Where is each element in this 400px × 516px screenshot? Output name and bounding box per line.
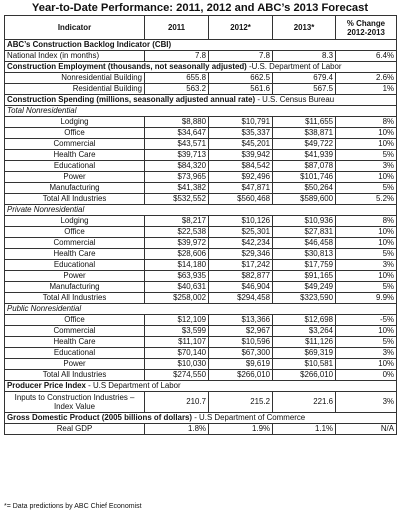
table-row	[5, 150, 397, 161]
pct-change: 5%	[336, 337, 397, 348]
value-2012: $47,871	[209, 183, 273, 194]
table-row	[5, 172, 397, 183]
pct-change: 3%	[336, 260, 397, 271]
value-2012: $42,234	[209, 238, 273, 249]
value-2012: $9,619	[209, 359, 273, 370]
pct-change: 10%	[336, 326, 397, 337]
row-label: Real GDP	[5, 424, 145, 435]
header-2011: 2011	[145, 16, 209, 40]
subsection-total-nonresidential	[5, 106, 397, 117]
section-ppi-source: - U.S Department of Labor	[85, 381, 181, 390]
table-row	[5, 73, 397, 84]
pct-change: 10%	[336, 227, 397, 238]
row-label: Health Care	[5, 150, 145, 161]
row-label: Power	[5, 172, 145, 183]
value-2012: $13,366	[209, 315, 273, 326]
value-2012: $45,201	[209, 139, 273, 150]
section-gdp-source: - U.S Department of Commerce	[192, 413, 306, 422]
value-2013: $38,871	[273, 128, 336, 139]
value-2011: 563.2	[145, 84, 209, 95]
row-label: Total All Industries	[5, 293, 145, 304]
value-2012: $82,877	[209, 271, 273, 282]
row-label: Educational	[5, 260, 145, 271]
value-2012: 561.6	[209, 84, 273, 95]
value-2012: $560,468	[209, 194, 273, 205]
value-2011: $34,647	[145, 128, 209, 139]
pct-change: 6.4%	[336, 51, 397, 62]
value-2013: 679.4	[273, 73, 336, 84]
table-row	[5, 183, 397, 194]
pct-change: 5.2%	[336, 194, 397, 205]
subsection-public-nonresidential	[5, 304, 397, 315]
row-label: Lodging	[5, 216, 145, 227]
table-row	[5, 161, 397, 172]
pct-change: 10%	[336, 271, 397, 282]
header-2013: 2013*	[273, 16, 336, 40]
value-2013: $17,759	[273, 260, 336, 271]
table-row	[5, 348, 397, 359]
value-2013: $10,936	[273, 216, 336, 227]
value-2011: $14,180	[145, 260, 209, 271]
pct-change: 5%	[336, 183, 397, 194]
table-row	[5, 293, 397, 304]
section-employment-source: -U.S. Department of Labor	[246, 62, 342, 71]
pct-change: 3%	[336, 348, 397, 359]
table-row	[5, 271, 397, 282]
value-2011: $22,538	[145, 227, 209, 238]
table-row	[5, 359, 397, 370]
section-cbi-cell	[5, 40, 397, 51]
table-row	[5, 227, 397, 238]
pct-change: 10%	[336, 238, 397, 249]
header-pct-line1: % Change	[346, 18, 386, 28]
table-row	[5, 315, 397, 326]
header-indicator: Indicator	[5, 16, 145, 40]
value-2011: 1.8%	[145, 424, 209, 435]
value-2013: 221.6	[273, 392, 336, 413]
value-2011: $84,320	[145, 161, 209, 172]
value-2012: 662.5	[209, 73, 273, 84]
value-2012: 7.8	[209, 51, 273, 62]
section-employment	[5, 62, 397, 73]
value-2011: $274,550	[145, 370, 209, 381]
pct-change: 3%	[336, 161, 397, 172]
section-gdp-heading: Gross Domestic Product (2005 billions of dollars)	[7, 413, 193, 422]
value-2012: $29,346	[209, 249, 273, 260]
value-2012: $294,458	[209, 293, 273, 304]
header-pct-line2: 2012-2013	[347, 27, 385, 37]
value-2012: $2,967	[209, 326, 273, 337]
row-label: Office	[5, 128, 145, 139]
section-gdp	[5, 413, 397, 424]
section-spending	[5, 95, 397, 106]
value-2011: $28,606	[145, 249, 209, 260]
table-row	[5, 337, 397, 348]
section-employment-cell	[5, 62, 397, 73]
section-gdp-cell	[5, 413, 397, 424]
pct-change: 5%	[336, 282, 397, 293]
value-2013: $87,078	[273, 161, 336, 172]
section-employment-heading: Construction Employment (thousands, not seasonally adjusted)	[7, 62, 247, 71]
pct-change: 0%	[336, 370, 397, 381]
value-2013: $27,831	[273, 227, 336, 238]
value-2013: $41,939	[273, 150, 336, 161]
row-label: Lodging	[5, 117, 145, 128]
footnote: *= Data predictions by ABC Chief Economist	[4, 503, 142, 510]
value-2011: $12,109	[145, 315, 209, 326]
value-2011: $3,599	[145, 326, 209, 337]
row-label: Nonresidential Building	[5, 73, 145, 84]
row-label: Power	[5, 271, 145, 282]
value-2011: $40,631	[145, 282, 209, 293]
value-2012: $84,542	[209, 161, 273, 172]
table-row	[5, 117, 397, 128]
value-2013: $11,126	[273, 337, 336, 348]
pct-change: 8%	[336, 117, 397, 128]
row-label: Commercial	[5, 238, 145, 249]
pct-change: 1%	[336, 84, 397, 95]
value-2012: $46,904	[209, 282, 273, 293]
value-2011: $8,880	[145, 117, 209, 128]
row-label: National Index (in months)	[5, 51, 145, 62]
table-row	[5, 392, 397, 413]
table-row	[5, 216, 397, 227]
row-label: Commercial	[5, 326, 145, 337]
section-spending-source: - U.S. Census Bureau	[255, 95, 335, 104]
row-label: Power	[5, 359, 145, 370]
pct-change: 10%	[336, 172, 397, 183]
value-2012: 215.2	[209, 392, 273, 413]
section-cbi-heading: ABC’s Construction Backlog Indicator (CBI)	[7, 40, 172, 49]
pct-change: 10%	[336, 359, 397, 370]
subsection-private-nonresidential	[5, 205, 397, 216]
row-label: Inputs to Construction Industries – Index Value	[5, 392, 145, 413]
subsection-private-nonresidential-label: Private Nonresidential	[5, 205, 397, 216]
value-2013: 567.5	[273, 84, 336, 95]
value-2013: $101,746	[273, 172, 336, 183]
value-2011: $532,552	[145, 194, 209, 205]
value-2011: $43,571	[145, 139, 209, 150]
subsection-total-nonresidential-label: Total Nonresidential	[5, 106, 397, 117]
row-label: Educational	[5, 161, 145, 172]
row-label: Health Care	[5, 249, 145, 260]
row-label: Total All Industries	[5, 194, 145, 205]
value-2013: $30,813	[273, 249, 336, 260]
pct-change: 3%	[336, 392, 397, 413]
value-2013: $11,655	[273, 117, 336, 128]
table-row	[5, 51, 397, 62]
value-2012: $67,300	[209, 348, 273, 359]
value-2013: $50,264	[273, 183, 336, 194]
value-2012: $10,126	[209, 216, 273, 227]
value-2012: $92,496	[209, 172, 273, 183]
value-2012: $17,242	[209, 260, 273, 271]
value-2013: 1.1%	[273, 424, 336, 435]
value-2011: $73,965	[145, 172, 209, 183]
value-2011: $39,972	[145, 238, 209, 249]
row-label: Residential Building	[5, 84, 145, 95]
value-2011: $11,107	[145, 337, 209, 348]
row-label: Commercial	[5, 139, 145, 150]
table-row	[5, 370, 397, 381]
page-title: Year-to-Date Performance: 2011, 2012 and ABC’s 2013 Forecast	[31, 2, 369, 14]
section-ppi-cell	[5, 381, 397, 392]
value-2011: $41,382	[145, 183, 209, 194]
value-2011: $70,140	[145, 348, 209, 359]
row-label: Office	[5, 227, 145, 238]
value-2011: 7.8	[145, 51, 209, 62]
pct-change: 2.6%	[336, 73, 397, 84]
pct-change: 9.9%	[336, 293, 397, 304]
section-cbi	[5, 40, 397, 51]
value-2013: $69,319	[273, 348, 336, 359]
value-2013: 8.3	[273, 51, 336, 62]
value-2013: $49,249	[273, 282, 336, 293]
table-row	[5, 238, 397, 249]
section-ppi-heading: Producer Price Index	[7, 381, 86, 390]
value-2012: $10,596	[209, 337, 273, 348]
pct-change: 5%	[336, 150, 397, 161]
value-2011: $10,030	[145, 359, 209, 370]
value-2013: $323,590	[273, 293, 336, 304]
value-2011: $8,217	[145, 216, 209, 227]
value-2013: $10,581	[273, 359, 336, 370]
table-row	[5, 84, 397, 95]
table-row	[5, 424, 397, 435]
table-row	[5, 128, 397, 139]
header-2012: 2012*	[209, 16, 273, 40]
table-row	[5, 260, 397, 271]
header-pct-change	[336, 16, 397, 40]
value-2013: $589,600	[273, 194, 336, 205]
value-2012: $39,942	[209, 150, 273, 161]
pct-change: -5%	[336, 315, 397, 326]
value-2013: $266,010	[273, 370, 336, 381]
value-2011: 210.7	[145, 392, 209, 413]
row-label: Health Care	[5, 337, 145, 348]
header-row	[5, 16, 397, 40]
row-label: Manufacturing	[5, 183, 145, 194]
row-label: Total All Industries	[5, 370, 145, 381]
value-2013: $49,722	[273, 139, 336, 150]
value-2012: $10,791	[209, 117, 273, 128]
pct-change: 5%	[336, 249, 397, 260]
table-row	[5, 139, 397, 150]
value-2012: $266,010	[209, 370, 273, 381]
value-2011: 655.8	[145, 73, 209, 84]
row-label: Manufacturing	[5, 282, 145, 293]
pct-change: 8%	[336, 216, 397, 227]
value-2013: $91,165	[273, 271, 336, 282]
table-row	[5, 194, 397, 205]
section-spending-cell	[5, 95, 397, 106]
value-2012: 1.9%	[209, 424, 273, 435]
value-2012: $35,337	[209, 128, 273, 139]
value-2013: $46,458	[273, 238, 336, 249]
section-ppi	[5, 381, 397, 392]
table-row	[5, 326, 397, 337]
value-2011: $63,935	[145, 271, 209, 282]
row-label: Educational	[5, 348, 145, 359]
forecast-table	[4, 15, 397, 435]
subsection-public-nonresidential-label: Public Nonresidential	[5, 304, 397, 315]
row-label: Office	[5, 315, 145, 326]
section-spending-heading: Construction Spending (millions, seasonally adjusted annual rate)	[7, 95, 256, 104]
value-2013: $12,698	[273, 315, 336, 326]
pct-change: 10%	[336, 128, 397, 139]
value-2012: $25,301	[209, 227, 273, 238]
value-2013: $3,264	[273, 326, 336, 337]
pct-change: 10%	[336, 139, 397, 150]
value-2011: $258,002	[145, 293, 209, 304]
table-row	[5, 249, 397, 260]
value-2011: $39,713	[145, 150, 209, 161]
table-row	[5, 282, 397, 293]
pct-change: N/A	[336, 424, 397, 435]
